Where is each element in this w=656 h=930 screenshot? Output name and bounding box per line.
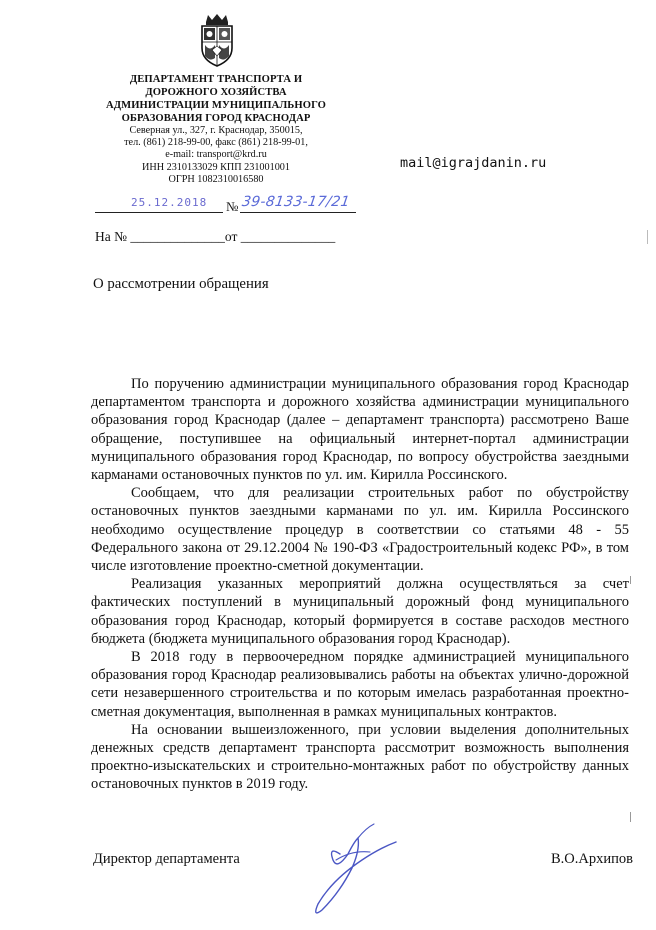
org-name-line-2: ДОРОЖНОГО ХОЗЯЙСТВА (145, 87, 287, 98)
org-inn-kpp: ИНН 2310133029 КПП 231001001 (141, 161, 290, 173)
org-name-line-1: ДЕПАРТАМЕНТ ТРАНСПОРТА И (129, 74, 303, 85)
org-name-line-3: АДМИНИСТРАЦИИ МУНИЦИПАЛЬНОГО (105, 100, 327, 111)
recipient-email: mail@igrajdanin.ru (400, 155, 547, 171)
scan-mark (630, 576, 631, 584)
reference-line: На № ______________от ______________ (95, 229, 336, 244)
scan-mark (630, 812, 631, 822)
number-underline (240, 212, 356, 213)
org-ogrn: ОГРН 1082310016580 (168, 173, 264, 185)
coat-of-arms-icon (198, 12, 236, 68)
org-name-line-4: ОБРАЗОВАНИЯ ГОРОД КРАСНОДАР (121, 113, 311, 124)
outgoing-number-handwritten: 39-8133-17/21 (240, 194, 351, 210)
letter-body (91, 375, 629, 794)
body-paragraph-1: По поручению администрации муниципального образования город Краснодар департаментом транспорта и дорожного хозяйства администрации муниципального образования город Краснодар (далее – департамент транспорта) рассмотрено Ваше обращение, поступившее на официальный интернет-портал администрации муниципального образования город Краснодар, по вопросу обустройства заездными карманами остановочных пунктов по ул. им. Кирилла Россинского. (91, 376, 629, 484)
handwritten-signature (300, 820, 410, 920)
org-address: Северная ул., 327, г. Краснодар, 350015, (129, 125, 303, 136)
signatory-name: В.О.Архипов (551, 851, 633, 867)
letter-subject: О рассмотрении обращения (93, 276, 269, 292)
organization-header (90, 73, 342, 186)
org-email: e-mail: transport@krd.ru (165, 149, 267, 161)
body-paragraph-3: Реализация указанных мероприятий должна осуществляться за счет фактических поступлений в муниципальный дорожный фонд муниципального образования город Краснодар, который формируется в составе расходов местного бюджета (бюджета муниципального образования город Краснодар). (91, 576, 629, 647)
outgoing-registration (95, 196, 357, 218)
body-paragraph-2: Сообщаем, что для реализации строительных работ по обустройству остановочных пунктов заездными карманами по ул. им. Кирилла Россинского необходимо осуществление процедур в соответствии со статьями 48 - 55 Федерального закона от 29.12.2004 № 190-ФЗ «Градостроительный кодекс РФ», в том числе изготовление проектно-сметной документации. (91, 485, 629, 575)
body-paragraph-5: На основании вышеизложенного, при условии выделения дополнительных денежных средств департамент транспорта рассмотрит возможность выполнения проектно-изыскательских и строительно-монтажных работ по обустройству данных остановочных пунктов в 2019 году. (91, 721, 629, 793)
signatory-position: Директор департамента (93, 851, 240, 867)
outgoing-date-stamp: 25.12.2018 (131, 196, 208, 209)
body-paragraph-4: В 2018 году в первоочередном порядке администрацией муниципального образования город Краснодар реализовывались работы на объектах улично-дорожной сети незавершенного строительства и по которым имелась разработанная проектно-сметная документация, выполненная в рамках муниципальных контрактов. (91, 649, 629, 720)
number-sign: № (226, 199, 239, 214)
date-underline (95, 212, 223, 213)
org-phone-fax: тел. (861) 218-99-00, факс (861) 218-99-01, (124, 137, 308, 149)
scan-mark (647, 230, 648, 244)
